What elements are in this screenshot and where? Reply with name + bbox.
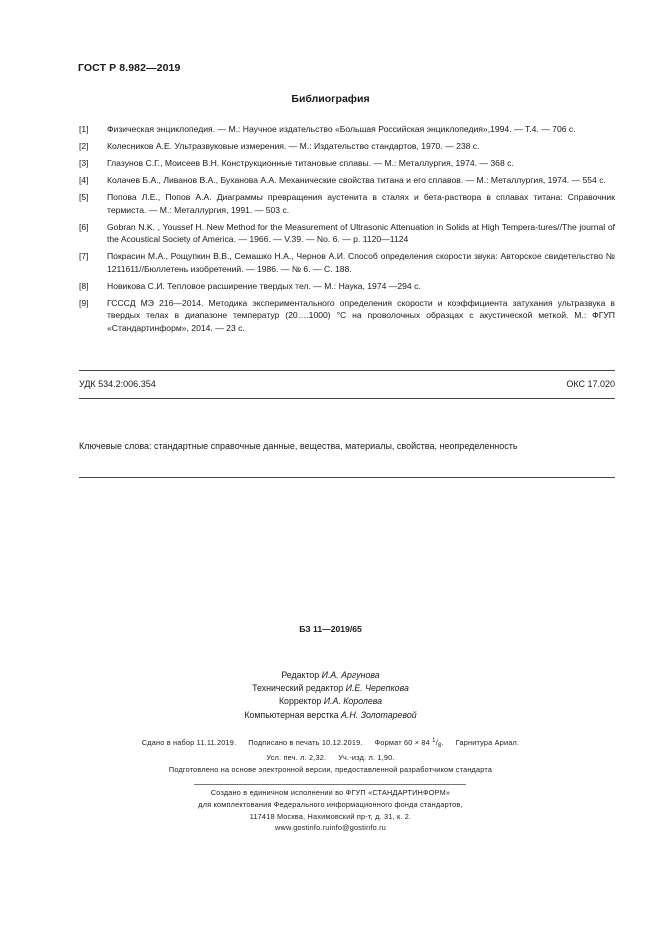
imprint-format-denominator: 8 — [437, 743, 442, 749]
divider-top — [79, 370, 615, 371]
imprint-line-2 — [0, 752, 661, 764]
bz-number: БЗ 11—2019/65 — [299, 624, 362, 634]
bibliography-item-number: [9] — [79, 297, 89, 308]
editor-role: Корректор — [278, 696, 322, 707]
editors-block — [0, 669, 661, 722]
bibliography-item-text: Попова Л.Е., Попов А.А. Диаграммы превращения аустенита в сталях и бета-раствора в сплавах титана: Справочник термиста. — М.: Металлургия, 1991. — 503 с. — [107, 191, 615, 215]
bibliography-item-number: [5] — [79, 191, 89, 202]
imprint-format-numerator: 1 — [432, 738, 436, 744]
bibliography-item — [79, 280, 615, 293]
bibliography-item-number: [2] — [79, 140, 89, 151]
bibliography-item — [79, 297, 615, 335]
bibliography-item — [79, 174, 615, 187]
editor-line — [0, 695, 661, 708]
imprint-submitted: Сдано в набор 11.11.2019. — [141, 738, 237, 747]
bibliography-item-number: [7] — [79, 251, 89, 262]
imprint-print-sheets: Усл. печ. л. 2,32. — [266, 753, 327, 762]
editor-name: А.Н. Золотаревой — [341, 709, 417, 720]
editor-role: Технический редактор — [252, 683, 344, 694]
created-line-3: 117418 Москва, Нахимовский пр-т, д. 31, к. 2. — [249, 811, 412, 821]
bibliography-item-number: [1] — [79, 124, 89, 134]
created-contacts — [0, 822, 661, 834]
divider-middle — [79, 398, 615, 399]
imprint-line-1: Сдано в набор 11.11.2019. Подписано в печать 10.12.2019. Формат 60 × 84 $^1/_8$. Гарнитура Ариал. — [141, 738, 520, 749]
bibliography-item-number: [6] — [79, 221, 89, 232]
bibliography-item-text: Новикова С.И. Тепловое расширение твердых тел. — М.: Наука, 1974 —294 с. — [107, 280, 421, 291]
created-line-1: Создано в единичном исполнении во ФГУП «СТАНДАРТИНФОРМ» — [210, 788, 451, 797]
imprint-format: Формат 60 × 84 — [374, 738, 430, 747]
divider-bottom — [79, 477, 615, 478]
imprint-typeface: Гарнитура Ариал. — [455, 738, 520, 747]
bibliography-item-text: Gobran N.K. , Youssef H. New Method for the Measurement of Ultrasonic Attenuation in Solids at High Tempera-tures//The journal of the Acoustical Society of America. — 1966. — V.39. — No. 6. — p. 1120—1124 — [107, 221, 615, 245]
editor-line — [0, 709, 661, 722]
bibliography-title: Библиография — [291, 93, 370, 105]
bibliography-list — [79, 123, 615, 339]
oks-code: ОКС 17.020 — [566, 379, 615, 389]
bibliography-item-text: Колесников А.Е. Ультразвуковые измерения. — М.: Издательство стандартов, 1970. — 238 с. — [107, 140, 480, 151]
bibliography-item-number: [4] — [79, 174, 89, 185]
bibliography-item-text: Глазунов С.Г., Моисеев В.Н. Конструкционные титановые сплавы. — М.: Металлургия, 1974. — 368 с. — [107, 157, 514, 168]
standard-code: ГОСТ Р 8.982—2019 — [78, 62, 181, 74]
divider-created — [194, 784, 466, 785]
editor-line — [0, 669, 661, 682]
bibliography-item — [79, 140, 615, 153]
bibliography-item — [79, 221, 615, 246]
editor-name: И.Е. Черепкова — [345, 683, 409, 694]
udk-code: УДК 534.2:006.354 — [79, 379, 156, 389]
bibliography-item — [79, 191, 615, 216]
imprint-publ-sheets: Уч.-изд. л. 1,90. — [338, 753, 395, 762]
bibliography-item-text: Физическая энциклопедия. — М.: Научное издательство «Большая Российская энциклопедия»,1994. — Т.4. — 706 с. — [107, 124, 576, 134]
editor-name: И.А. Королева — [323, 696, 383, 707]
email-link[interactable]: info@gostinfo.ru — [329, 823, 386, 833]
bibliography-item-text: ГСССД МЭ 216—2014. Методика экспериментального определения скорости и коэффициента затухания ультразвука в твердых телах в диапазоне температур (20….1000) °С на проволочных образцах с акустической меткой. М.: ФГУП «Стандартинформ», 2014. — 23 с. — [107, 297, 615, 333]
editor-role: Редактор — [281, 670, 320, 680]
bibliography-item — [79, 123, 615, 136]
bibliography-item-text: Покрасин М.А., Рощупкин В.В., Семашко Н.А., Чернов А.И. Способ определения скорости звука: Авторское свидетельство № 1211611//Бюллетень изобретений. — 1986. — № 6. — С. 188. — [107, 251, 615, 274]
bibliography-item — [79, 157, 615, 170]
imprint-signed: Подписано в печать 10.12.2019. — [248, 738, 363, 747]
editor-role: Компьютерная верстка — [244, 709, 339, 720]
website-link[interactable]: www.gostinfo.ru — [275, 823, 330, 833]
editor-line — [0, 682, 661, 695]
editor-name: И.А. Аргунова — [321, 670, 380, 680]
imprint-block — [0, 735, 661, 776]
bibliography-item-number: [8] — [79, 280, 89, 291]
bibliography-item — [79, 250, 615, 275]
created-block — [0, 787, 661, 834]
created-line-2: для комплектования Федерального информационного фонда стандартов, — [198, 799, 463, 809]
bibliography-item-number: [3] — [79, 157, 89, 168]
keywords: Ключевые слова: стандартные справочные данные, вещества, материалы, свойства, неопределенность — [79, 441, 518, 451]
imprint-prepared: Подготовлено на основе электронной версии, предоставленной разработчиком стандарта — [168, 765, 493, 774]
bibliography-item-text: Колачев Б.А., Ливанов В.А., Буханова А.А. Механические свойства титана и его сплавов. — М.: Металлургия, 1974. — 554 с. — [107, 174, 606, 185]
